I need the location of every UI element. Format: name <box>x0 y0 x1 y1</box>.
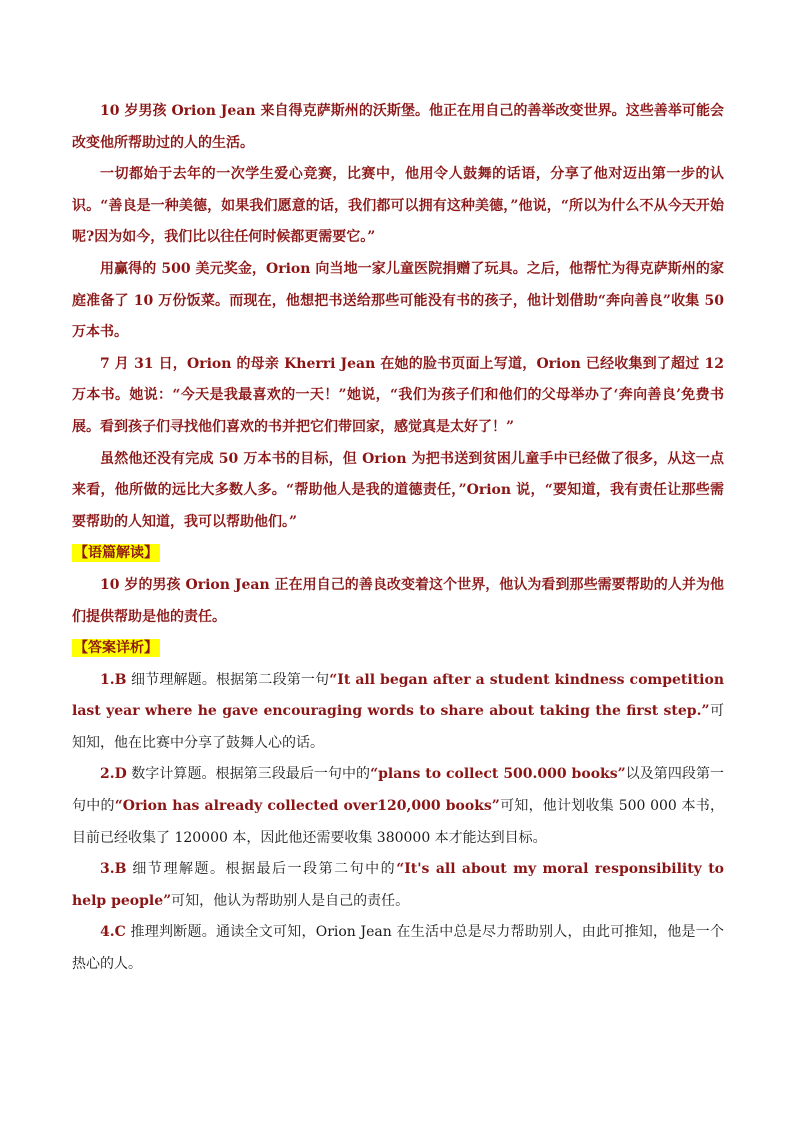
passage-paragraph-5: 虽然他还没有完成 50 万本书的目标，但 Orion 为把书送到贫困儿童手中已经做了很多，从这一点来看，他所做的远比大多数人多。“帮助他人是我的道德责任，”Orion 说，“要知道，我有责任让那些需要帮助的人知道，我可以帮助他们。” <box>72 450 724 530</box>
answer-quote: “It's all about my moral responsibility to help people” <box>72 861 724 909</box>
answer-explanation: 细节理解题。根据最后一段第二句中的 <box>126 861 397 878</box>
answer-quote-2: “Orion has already collected over120,000 books” <box>114 798 500 815</box>
passage-paragraph-2: 一切都始于去年的一次学生爱心竞赛，比赛中，他用令人鼓舞的话语，分享了他对迈出第一步的认识。“善良是一种美德，如果我们愿意的话，我们都可以拥有这种美德，”他说，“所以为什么不从今天开始呢?因为如今，我们比以往任何时候都更需要它。” <box>72 166 724 246</box>
answer-conclusion: 可知，他计划收集 500 000 本书，目前已经收集了 120000 本，因此他还需要收集 380000 本才能达到目标。 <box>72 798 725 846</box>
answer-explanation: 数字计算题。根据第三段最后一句中的 <box>126 766 371 783</box>
answer-connector: 以及第四段第一句中的 <box>72 766 724 815</box>
passage-paragraph-3: 用赢得的 500 美元奖金，Orion 向当地一家儿童医院捐赠了玩具。之后，他帮忙为得克萨斯州的家庭准备了 10 万份饭菜。而现在，他想把书送给那些可能没有书的孩子，他计划借助“奔向善良”收集 50 万本书。 <box>72 260 724 341</box>
answer-number: 4.C <box>100 924 126 941</box>
answer-number: 1.B <box>100 671 127 688</box>
answer-quote: “It all began after a student kindness competition last year where he gave encouraging words to share about taking the first step.” <box>72 671 725 720</box>
answer-item-2 <box>72 759 724 854</box>
passage-paragraph-4: 7 月 31 日，Orion 的母亲 Kherri Jean 在她的脸书页面上写道，Orion 已经收集到了超过 12 万本书。她说：“今天是我最喜欢的一天！”她说，“我们为孩子们和他们的父母举办了‘奔向善良’免费书展。看到孩子们寻找他们喜欢的书并把它们带回家，感觉真是太好了！” <box>72 355 724 435</box>
summary-text: 10 岁的男孩 Orion Jean 正在用自己的善良改变着这个世界，他认为看到那些需要帮助的人并为他们提供帮助是他的责任。 <box>72 576 724 625</box>
answer-conclusion: 可知知，他在比赛中分享了鼓舞人心的话。 <box>72 703 724 751</box>
summary-heading-line <box>72 538 724 570</box>
answer-number: 3.B <box>100 861 127 878</box>
answer-conclusion: 可知，他认为帮助别人是自己的责任。 <box>171 892 410 909</box>
passage-paragraph-1: 10 岁男孩 Orion Jean 来自得克萨斯州的沃斯堡。他正在用自己的善举改变世界。这些善举可能会改变他所帮助过的人的生活。 <box>72 103 724 151</box>
answer-item-4 <box>72 917 724 980</box>
answer-number: 2.D <box>100 766 127 783</box>
answers-heading-line <box>72 633 724 665</box>
answer-item-1 <box>72 665 724 760</box>
answer-explanation: 细节理解题。根据第二段第一句 <box>126 671 330 688</box>
answers-heading: 【答案详析】 <box>74 640 158 657</box>
answer-explanation: 推理判断题。通读全文可知，Orion Jean 在生活中总是尽力帮助别人，由此可推知，他是一个热心的人。 <box>72 924 724 973</box>
document-page <box>72 96 724 981</box>
answer-quote: “plans to collect 500.000 books” <box>370 766 626 783</box>
summary-heading: 【语篇解读】 <box>74 545 158 562</box>
answer-item-3 <box>72 854 724 917</box>
